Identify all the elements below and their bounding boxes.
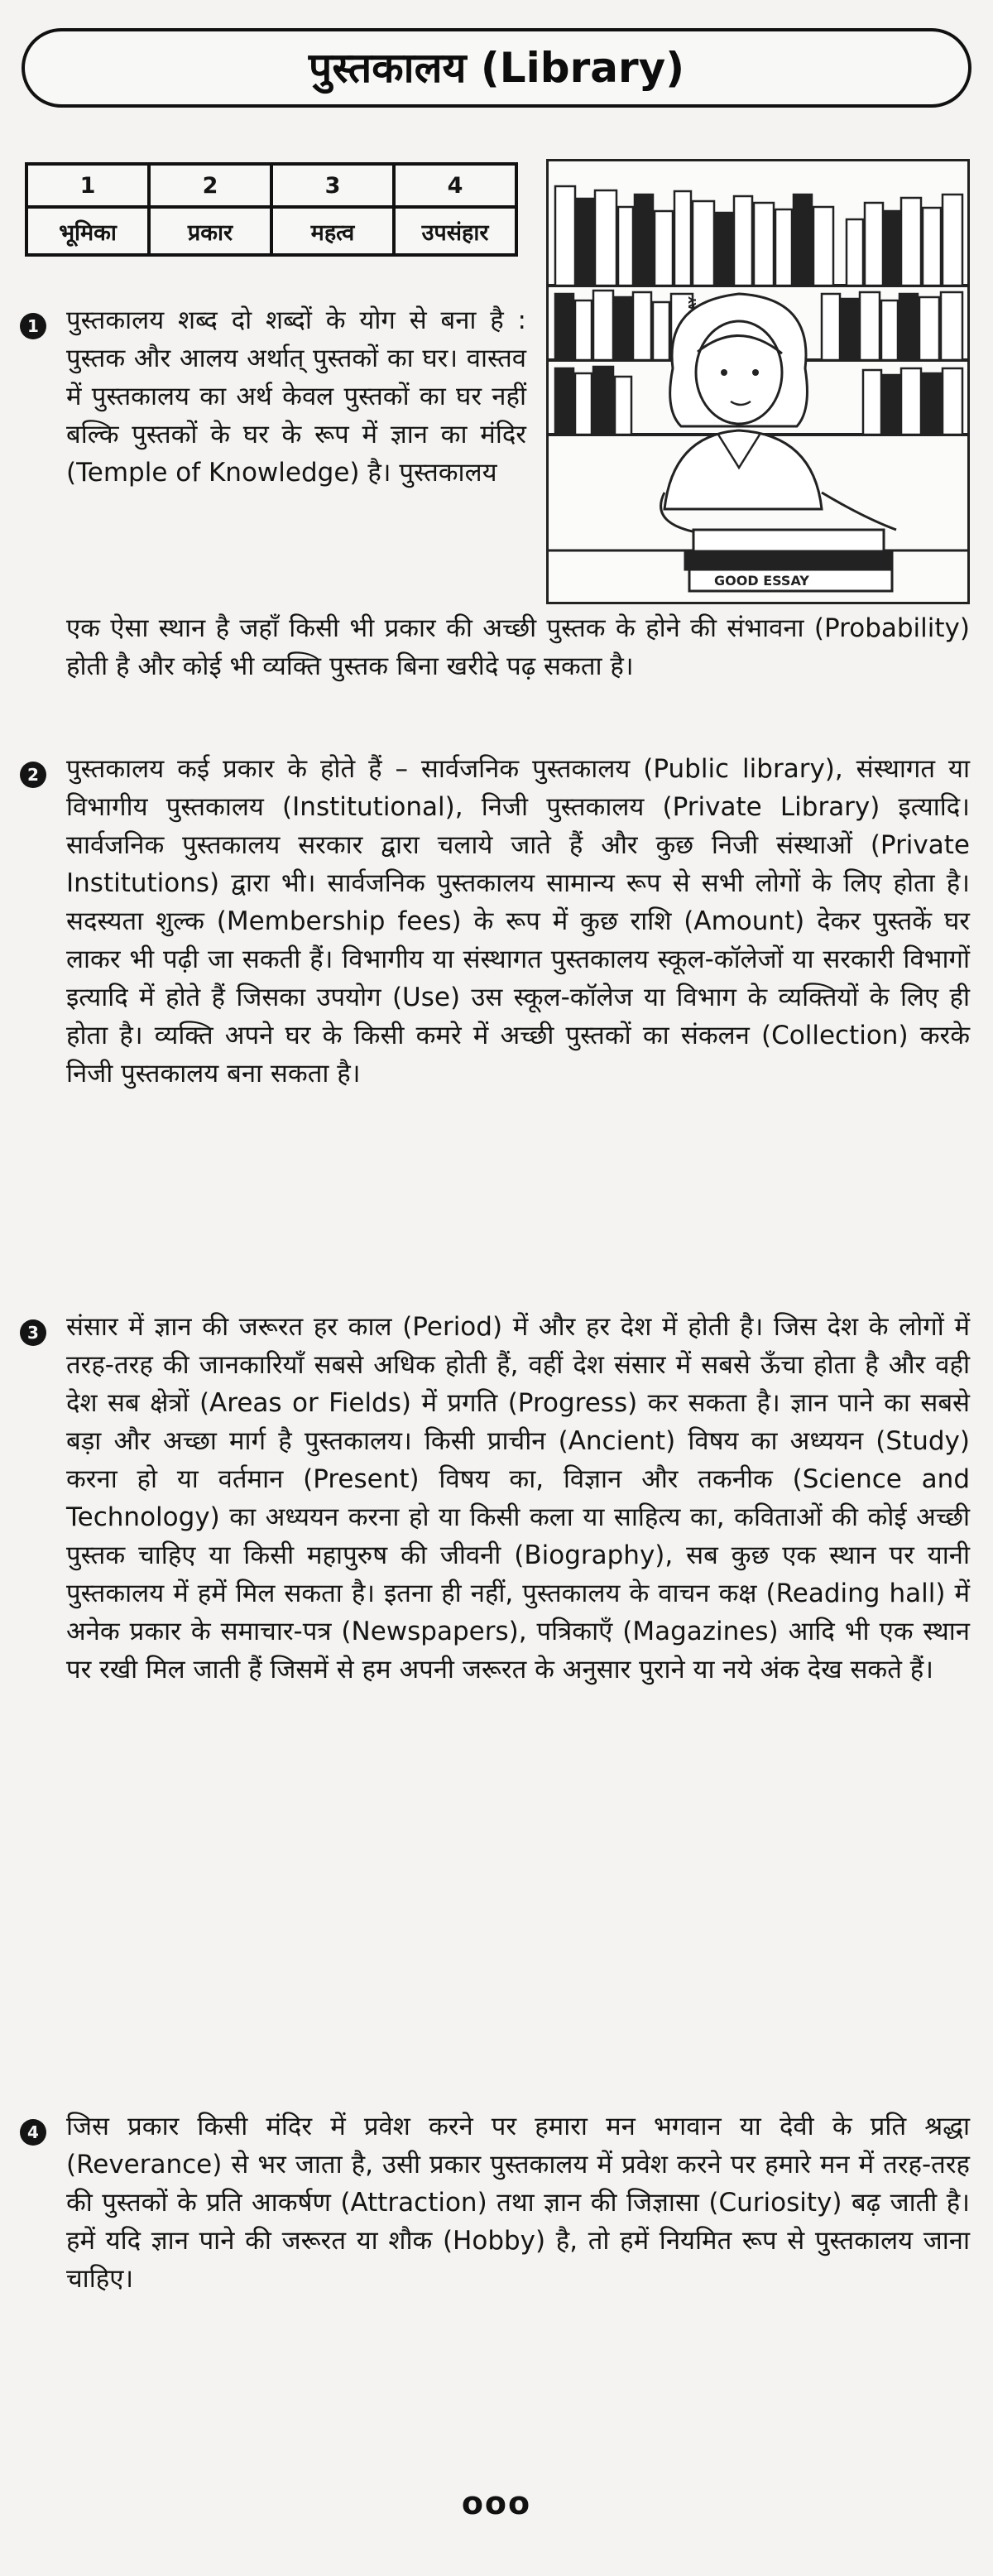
outline-num-2: 2	[149, 164, 271, 207]
paragraph-4: जिस प्रकार किसी मंदिर में प्रवेश करने पर हमारा मन भगवान या देवी के प्रति श्रद्धा (Reverance) से भर जाता है, उसी प्रकार पुस्तकालय में प्रवेश करने पर हमारे मन में तरह-तरह की पुस्तकों के प्रति आकर्षण (Attraction) तथा ज्ञान की जिज्ञासा (Curiosity) बढ़ जाती है। हमें यदि ज्ञान पाने की जरूरत या शौक (Hobby) है, तो हमें नियमित रूप से पुस्तकालय जाना चाहिए।	[66, 2112, 970, 2294]
outline-label-introduction: भूमिका	[26, 207, 149, 255]
outline-table	[25, 162, 518, 257]
outline-num-3: 3	[271, 164, 394, 207]
paragraph-1-wrapped: पुस्तकालय शब्द दो शब्दों के योग से बना है : पुस्तक और आलय अर्थात् पुस्तकों का घर। वास्तव में पुस्तकालय का अर्थ केवल पुस्तकों का घर नहीं बल्कि पुस्तकों के घर के रूप में ज्ञान का मंदिर (Temple of Knowledge) है। पुस्तकालय	[66, 305, 526, 488]
outline-label-importance: महत्व	[271, 207, 394, 255]
paragraph-marker-3: 3	[20, 1319, 46, 1346]
library-girl-reading-drawing	[549, 161, 967, 602]
paragraph-3: संसार में ज्ञान की जरूरत हर काल (Period) में और हर देश में होती है। जिस देश के लोगों में तरह-तरह की जानकारियाँ सबसे अधिक होती हैं, वहीं देश संसार में सबसे ऊँचा होता है और वही देश सब क्षेत्रों (Areas or Fields) में प्रगति (Progress) कर सकता है। ज्ञान पाने का सबसे बड़ा और अच्छा मार्ग है पुस्तकालय। किसी प्राचीन (Ancient) विषय का अध्ययन (Study) करना हो या वर्तमान (Present) विषय का, विज्ञान और तकनीक (Science and Technology) का अध्ययन करना हो या किसी कला या साहित्य का, कविताओं की कोई अच्छी पुस्तक चाहिए या किसी महापुरुष की जीवनी (Biography), सब कुछ एक स्थान पर यानी पुस्तकालय में हमें मिल सकता है। इतना ही नहीं, पुस्तकालय के वाचन कक्ष (Reading hall) में अनेक प्रकार के समाचार-पत्र (Newspapers), पत्रिकाएँ (Magazines) आदि भी एक स्थान पर रखी मिल जाती हैं जिसमें से हम अपनी जरूरत के अनुसार पुराने या नये अंक देख सकते हैं।	[66, 1312, 970, 1684]
book-cover-label: GOOD ESSAY	[714, 573, 809, 589]
outline-label-types: प्रकार	[149, 207, 271, 255]
paragraph-marker-4: 4	[20, 2119, 46, 2146]
outline-label-conclusion: उपसंहार	[394, 207, 516, 255]
outline-num-4: 4	[394, 164, 516, 207]
paragraph-marker-2: 2	[20, 762, 46, 788]
page-title: पुस्तकालय (Library)	[308, 44, 685, 92]
paragraph-2: पुस्तकालय कई प्रकार के होते हैं – सार्वजनिक पुस्तकालय (Public library), संस्थागत या विभागीय पुस्तकालय (Institutional), निजी पुस्तकालय (Private Library) इत्यादि। सार्वजनिक पुस्तकालय सरकार द्वारा चलाये जाते हैं और कुछ निजी संस्थाओं (Private Institutions) द्वारा भी। सार्वजनिक पुस्तकालय सामान्य रूप से सभी लोगों के लिए होता है। सदस्यता शुल्क (Membership fees) के रूप में कुछ राशि (Amount) देकर पुस्तकें घर लाकर भी पढ़ी जा सकती हैं। विभागीय या संस्थागत पुस्तकालय स्कूल-कॉलेजों या सरकारी विभागों इत्यादि में होते हैं जिसका उपयोग (Use) उस स्कूल-कॉलेज या विभाग के व्यक्तियों के लिए ही होता है। व्यक्ति अपने घर के किसी कमरे में अच्छी पुस्तकों का संकलन (Collection) करके निजी पुस्तकालय बना सकता है।	[66, 754, 970, 1089]
paragraph-1-continued: एक ऐसा स्थान है जहाँ किसी भी प्रकार की अच्छी पुस्तक के होने की संभावना (Probability) होती है और कोई भी व्यक्ति पुस्तक बिना खरीदे पढ़ सकता है।	[66, 613, 970, 681]
outline-num-1: 1	[26, 164, 149, 207]
library-illustration	[546, 159, 970, 604]
section-end-mark: ooo	[461, 2485, 532, 2521]
paragraph-marker-1: 1	[20, 313, 46, 339]
